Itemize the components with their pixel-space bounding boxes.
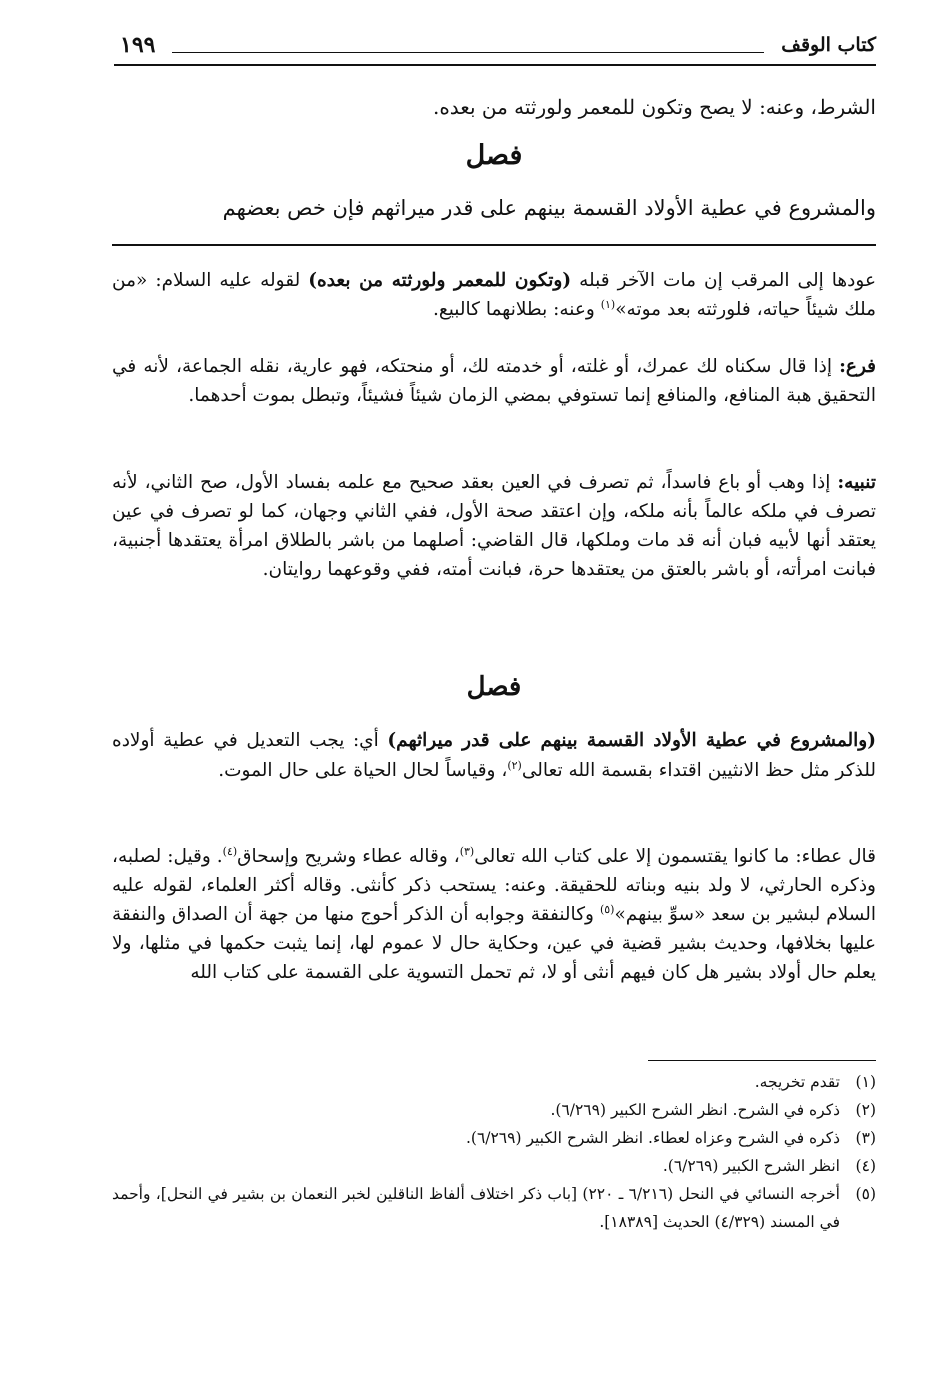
book-title: كتاب الوقف <box>781 34 876 56</box>
commentary-paragraph <box>112 468 876 584</box>
matn-continuation: الشرط، وعنه: لا يصح وتكون للمعمر ولورثته من بعده. <box>432 95 876 119</box>
header-line <box>172 52 764 53</box>
footnote-text: ذكره في الشرح وعزاه لعطاء. انظر الشرح الكبير (٦/٢٦٩). <box>465 1129 840 1147</box>
footnotes <box>112 1068 876 1236</box>
footnote-text: ذكره في الشرح. انظر الشرح الكبير (٦/٢٦٩). <box>550 1101 840 1119</box>
footnote-ref[interactable]: (٤) <box>222 844 238 858</box>
footnote-number: (٤) <box>855 1157 876 1175</box>
footnote-ref[interactable]: (٥) <box>599 902 615 916</box>
footnote-separator <box>648 1060 876 1061</box>
footnote <box>112 1068 876 1096</box>
footnote-number: (٢) <box>855 1101 876 1119</box>
commentary-text: ، وقاله عطاء وشريح وإسحاق <box>237 846 460 867</box>
commentary-text: ، وقياساً لحال الحياة على حال الموت. <box>218 760 508 781</box>
commentary-paragraph <box>112 352 876 410</box>
running-header <box>114 24 876 66</box>
page-number: ١٩٩ <box>120 32 156 58</box>
footnote-text: أخرجه النسائي في النحل (٦/٢١٦ ـ ٢٢٠) [باب ذكر اختلاف ألفاظ الناقلين لخبر النعمان بن بشير في النحل]، وأحمد في المسند (٤/٣٢٩) الحديث [١٨٣٨٩]. <box>112 1185 840 1231</box>
footnote <box>112 1152 876 1180</box>
header-rule <box>114 64 876 66</box>
commentary-paragraph <box>112 266 876 324</box>
commentary-text: وكالنفقة وجوابه أن الذكر أحوج منها من جهة أن الصداق والنفقة عليها بخلافها، وحديث بشير قضية في عين، وحكاية حال لا عموم لها، إنما يثبت حكمها في مثلها، ولا يعلم حال أولاد بشير هل كان فيهم أنثى أو لا، ثم تحمل التسوية على القسمة على كتاب الله <box>112 904 876 983</box>
footnote-text: انظر الشرح الكبير (٦/٢٦٩). <box>662 1157 840 1175</box>
footnote-ref[interactable]: (١) <box>600 297 616 311</box>
commentary-paragraph <box>112 842 876 987</box>
commentary-text: قال عطاء: ما كانوا يقتسمون إلا على كتاب الله تعالى <box>474 846 876 867</box>
footnote <box>112 1096 876 1124</box>
matn-quote: (والمشروع في عطية الأولاد القسمة بينهم على قدر ميراثهم) <box>387 730 876 751</box>
commentary-text: عودها إلى المرقب إن مات الآخر قبله <box>579 270 876 291</box>
commentary-text: إذا وهب أو باع فاسداً، ثم تصرف في العين بعقد صحيح مع علمه بفساد الأول، صح الثاني، لأنه تصرف في ملكه عالماً بأنه ملكه، وإن اعتقد صحة الأول، ففي الثاني وجهان، كما لو تصرف في عين يعتقد أنها لأبيه فبان أنه قد مات وملكها، قال القاضي: أصلهما من باشر بالطلاق امرأة يعتقدها أجنبية، فبانت امرأته، أو باشر بالعتق من يعتقدها حرة، فبانت أمته، ففي وقوعهما روايتان. <box>112 472 876 580</box>
footnote-number: (٥) <box>855 1185 876 1203</box>
footnote-ref[interactable]: (٢) <box>507 758 522 772</box>
matn-text: والمشروع في عطية الأولاد القسمة بينهم على قدر ميراثهم فإن خص بعضهم <box>222 196 876 220</box>
commentary-text: أي: يجب التعديل في عطية أولاده للذكر مثل حظ الانثيين اقتداء بقسمة الله تعالى <box>112 730 876 781</box>
footnote-text: تقدم تخريجه. <box>754 1073 840 1091</box>
footnote <box>112 1124 876 1152</box>
commentary-text: . وقيل: لصلبه، وذكره الحارثي، لا ولد بنيه وبناته للحقيقة. وعنه: يستحب ذكر كأنثى. وقاله أكثر العلماء، لقوله عليه السلام لبشير بن سعد «سوِّ بينهم» <box>112 846 876 925</box>
section-heading: فصل <box>466 672 522 702</box>
footnote-ref[interactable]: (٣) <box>459 844 475 858</box>
commentary-text: لقوله عليه السلام: «من ملك شيئاً حياته، فلورثته بعد موته» <box>112 270 876 320</box>
commentary-paragraph <box>112 726 876 786</box>
section-heading: فصل <box>465 140 523 171</box>
paragraph-label: فرع: <box>839 356 876 377</box>
commentary-text: إذا قال سكناه لك عمرك، أو غلته، أو خدمته لك، أو منحتكه، فهو عارية، نقله الجماعة، لأنه في التحقيق هبة المنافع، والمنافع إنما تستوفي بمضي الزمان شيئاً فشيئاً، وتبطل بموت أحدهما. <box>112 356 876 406</box>
commentary-text: وعنه: بطلانهما كالبيع. <box>433 299 601 320</box>
footnote-number: (٣) <box>855 1129 876 1147</box>
footnote-number: (١) <box>855 1073 876 1091</box>
matn-separator <box>112 244 876 246</box>
matn-quote: (وتكون للمعمر ولورثته من بعده) <box>308 270 572 291</box>
footnote <box>112 1180 876 1236</box>
paragraph-label: تنبيه: <box>837 472 876 493</box>
